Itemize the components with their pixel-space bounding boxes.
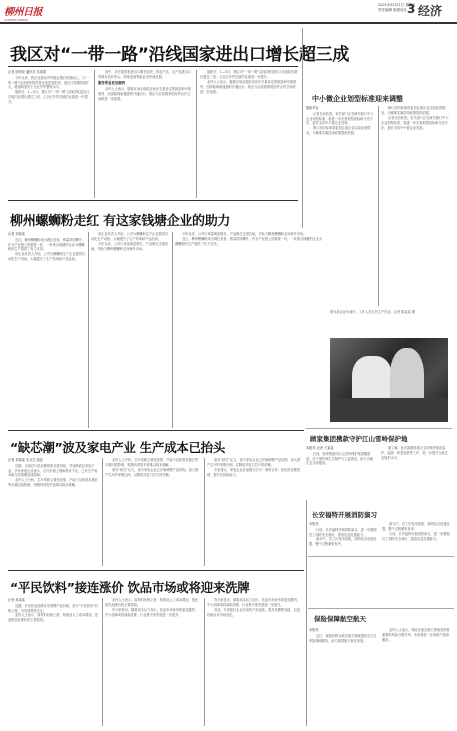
divider: [8, 570, 304, 571]
photo-workbench: [330, 398, 448, 422]
drinks-headline: “平民饮料”接连涨价 饮品市场或将迎来洗牌: [10, 580, 250, 595]
chip-byline: 记者 刘某某 实习生 胡佳: [8, 458, 43, 462]
photo-figure: [352, 356, 392, 404]
liuzhou-headline: 柳州螺蛳粉走红 有这家钱塘企业的助力: [10, 214, 231, 229]
divider: [102, 458, 103, 566]
fire-drill-article-col-2: [382, 522, 452, 606]
chip-paragraph: 面对“缺芯”压力，部分家电企业已开始调整产品结构，加大国产芯片的采购比例，以降低对进口芯片的依赖。: [207, 458, 301, 467]
drinks-paragraph: 有分析指出，随着成本压力加大，饮品市场竞争将更加激烈，中小品牌或将面临洗牌，行业集中度有望进一步提升。: [207, 598, 301, 607]
liuzhou-byline: 记者 刘某某: [8, 232, 25, 236]
divider: [204, 598, 205, 726]
lead-subhead: 服务贸易更加便利: [98, 80, 126, 85]
lead-paragraph: 据统计，1—5月，我区对“一带一路”沿线国家进出口总值同比增长超过三成，占全区外贸总值的比重进一步提升。: [200, 70, 298, 79]
lead-article-col-2: [98, 70, 192, 198]
conservation-paragraph: 日前，顾家集团向江山雪岭保护地捐赠款项，用于保护地生态保护与公益建设，助力当地生态文明建设。: [306, 451, 373, 466]
lead-paragraph: 据统计，1—5月，我区对“一带一路”沿线国家进出口总值同比增长超过三成，占全区外贸总值的比重进一步提升。: [8, 90, 90, 105]
fire-drill-byline: 本报讯: [309, 522, 319, 526]
drinks-paragraph: 有分析指出，随着成本压力加大，饮品市场竞争将更加激烈，中小品牌或将面临洗牌，行业集中度有望进一步提升。: [105, 607, 199, 617]
brand-name-en: LIUZHOU RIBAO: [4, 18, 28, 22]
drinks-paragraph: 近期，多家饮品品牌宣布调整产品价格，部分“平民饮料”价格上涨，引发消费者关注。: [8, 603, 98, 613]
sme-paragraph: 记者日前获悉，有关部门正在研究修订中小企业划型标准，将进一步完善划型指标和分类方法，更好支持中小微企业发展。: [381, 115, 449, 130]
fire-drill-paragraph: 日前，长安福特开展消防演习，进一步增强员工消防安全意识，提高应急处置能力。: [382, 531, 450, 541]
chip-paragraph: 业内人士分析，芯片短缺主要受疫情、产能不足和需求增长等多重因素影响，短期内供需矛盾难以根本缓解。: [105, 458, 199, 467]
insurance-byline: 本报讯: [309, 628, 319, 632]
divider: [94, 70, 95, 198]
lead-paragraph: 业内人士表示，随着区域全面经济伙伴关系协定的推进和中欧班列、西部陆海新通道的开通运行，我区与沿线国家的经贸合作空间将进一步拓展。: [98, 86, 192, 101]
sme-paragraph: 修订后的标准将更加注重企业实际经营情况，为精准实施扶持政策提供依据。: [306, 126, 371, 136]
divider: [102, 598, 103, 726]
chip-paragraph: 面对“缺芯”压力，部分家电企业已开始调整产品结构，加大国产芯片的采购比例，以降低对进口芯片的依赖。: [105, 467, 199, 477]
chip-article-col-1: [8, 458, 100, 566]
divider: [88, 232, 89, 428]
divider: [8, 430, 304, 431]
chip-article-col-3: [207, 458, 303, 566]
chip-headline: “缺芯潮”波及家电产业 生产成本已抬头: [10, 440, 226, 455]
liuzhou-article-col-3: [175, 232, 325, 428]
liuzhou-paragraph: 近日，柳州螺蛳粉成为网红美食，销量持续攀升。作为产业链上的重要一环，一家来自钱塘的企业为螺蛳粉的生产提供了有力支持。: [175, 236, 323, 246]
fire-drill-headline: 长安福特开展消防演习: [312, 511, 377, 519]
divider: [8, 200, 298, 201]
conservation-byline: 本报讯 记者 王某某: [306, 446, 334, 450]
newspaper-logo: [4, 3, 56, 22]
page-number: 3: [407, 2, 416, 16]
drinks-article-col-2: [105, 598, 201, 726]
divider: [8, 66, 298, 67]
insurance-headline: 保险保障航空航天: [314, 615, 366, 623]
liuzhou-article-col-1: [8, 232, 86, 428]
sme-paragraph: 记者日前获悉，有关部门正在研究修订中小企业划型标准，将进一步完善划型指标和分类方法，更好支持中小微企业发展。: [306, 111, 374, 126]
insurance-paragraph: 业内人士表示，保险在航空航天领域发挥着重要的风险分散作用，未来将进一步创新产品和服务。: [382, 628, 450, 642]
factory-photo: [330, 338, 448, 422]
photo-caption: 图为某企业车间内，工作人员正在生产作业。记者 陈某某 摄: [330, 310, 415, 314]
masthead: [0, 0, 457, 24]
divider: [306, 428, 452, 429]
chip-paragraph: 专家建议，家电企业应加强与芯片厂商的合作，优化供应链管理，提升抗风险能力。: [207, 467, 301, 477]
sme-byline: 据新华社: [306, 106, 319, 110]
drinks-paragraph: 业内人士表示，原材料价格上涨、物流及人工成本增加，是此轮饮品涨价的主要原因。: [8, 613, 98, 623]
liuzhou-article-col-2: [91, 232, 169, 428]
brand-name: 柳州日报: [4, 7, 42, 18]
liuzhou-paragraph: 今年以来，公司订单量明显增长，产品销往全国各地，并助力柳州螺蛳粉走向海外市场。: [91, 241, 169, 251]
lead-paragraph: 业内人士表示，随着区域全面经济伙伴关系协定的推进和中欧班列、西部陆海新通道的开通运行，我区与沿线国家的经贸合作空间将进一步拓展。: [200, 79, 297, 94]
divider: [378, 106, 379, 306]
chip-paragraph: 业内人士分析，芯片短缺主要受疫情、产能不足和需求增长等多重因素影响，短期内供需矛盾难以根本缓解。: [8, 478, 98, 488]
lead-article-col-3: [200, 70, 298, 198]
sme-paragraph: 修订后的标准将更加注重企业实际经营情况，为精准实施扶持政策提供依据。: [381, 106, 446, 115]
insurance-article-col-1: [309, 628, 379, 726]
conservation-headline: 顾家集团携款守护江山雪岭保护地: [310, 435, 408, 443]
drinks-paragraph: 业内人士表示，原材料价格上涨、物流及人工成本增加，是此轮饮品涨价的主要原因。: [105, 598, 199, 607]
lead-article-col-1: [8, 70, 92, 198]
divider: [196, 70, 197, 198]
liuzhou-paragraph: 该企业负责人介绍，公司为螺蛳粉生产企业提供自动化生产设备，大幅提升了生产效率和产品品质。: [91, 232, 169, 241]
drinks-article-col-3: [207, 598, 303, 726]
liuzhou-paragraph: 今年以来，公司订单量明显增长，产品销往全国各地，并助力柳州螺蛳粉走向海外市场。: [182, 232, 307, 236]
divider: [172, 232, 173, 428]
section-name: 经济: [418, 4, 443, 18]
drinks-byline: 记者 孙某某: [8, 598, 25, 602]
fire-drill-paragraph: 日前，长安福特开展消防演习，进一步增强员工消防安全意识，提高应急处置能力。: [309, 527, 377, 537]
issue-date: 2021年6月21日 星期五: [378, 3, 416, 7]
divider: [308, 608, 454, 609]
lead-paragraph: 今年以来，我区在推动外贸稳定增长的基础上，与“一带一路”沿线国家的贸易往来更加密切，进出口规模持续扩大，增速明显快于全区外贸整体水平。: [8, 75, 90, 90]
insurance-paragraph: 近日，保险机构为航空航天领域提供全方位风险保障服务，助力我国航天事业发展。: [309, 633, 377, 643]
divider: [204, 458, 205, 566]
divider: [302, 28, 303, 228]
drinks-article-col-1: [8, 598, 100, 726]
issue-editor: 责任编辑 版面设计: [378, 8, 408, 12]
insurance-article-col-2: [382, 628, 452, 726]
drinks-paragraph: 对此，专家建议企业应加快产品创新，提升品牌附加值，以更好地应对市场变化。: [207, 607, 301, 617]
sme-headline: 中小微企业划型标准迎来调整: [312, 95, 403, 103]
chip-article-col-2: [105, 458, 201, 566]
fire-drill-article-col-1: [309, 522, 379, 606]
liuzhou-paragraph: 该企业负责人介绍，公司为螺蛳粉生产企业提供自动化生产设备，大幅提升了生产效率和产品品质。: [8, 252, 86, 262]
divider: [306, 500, 307, 726]
sme-article-col-2: [381, 106, 451, 306]
chip-paragraph: 近期，全球芯片供应紧张的态势持续，并逐渐波及家电产业。多家家电企业表示，芯片价格上涨和供应不足，已对生产成本和交货周期造成影响。: [8, 463, 98, 478]
liuzhou-paragraph: 近日，柳州螺蛳粉成为网红美食，销量持续攀升。作为产业链上的重要一环，一家来自钱塘的企业为螺蛳粉的生产提供了有力支持。: [8, 237, 86, 252]
lead-headline: 我区对“一带一路”沿线国家进出口增长超三成: [10, 45, 350, 65]
conservation-paragraph: 据了解，此次捐赠将重点支持保护地的巡护、监测、科普宣教等工作，进一步提升当地生态保护水平。: [381, 446, 448, 460]
lead-paragraph: 其中，对东盟国家进出口增长较快，机电产品、农产品进出口均保持良好势头，跨境电商等新业态快速发展。: [98, 70, 192, 79]
lead-byline: 记者 欧阳伦 通讯员 吴春燕: [8, 70, 47, 74]
fire-drill-paragraph: 演习中，员工们有序疏散，消防队员迅速处置，整个过程紧张有序。: [309, 537, 377, 547]
fire-drill-paragraph: 演习中，员工们有序疏散，消防队员迅速处置，整个过程紧张有序。: [382, 522, 450, 531]
